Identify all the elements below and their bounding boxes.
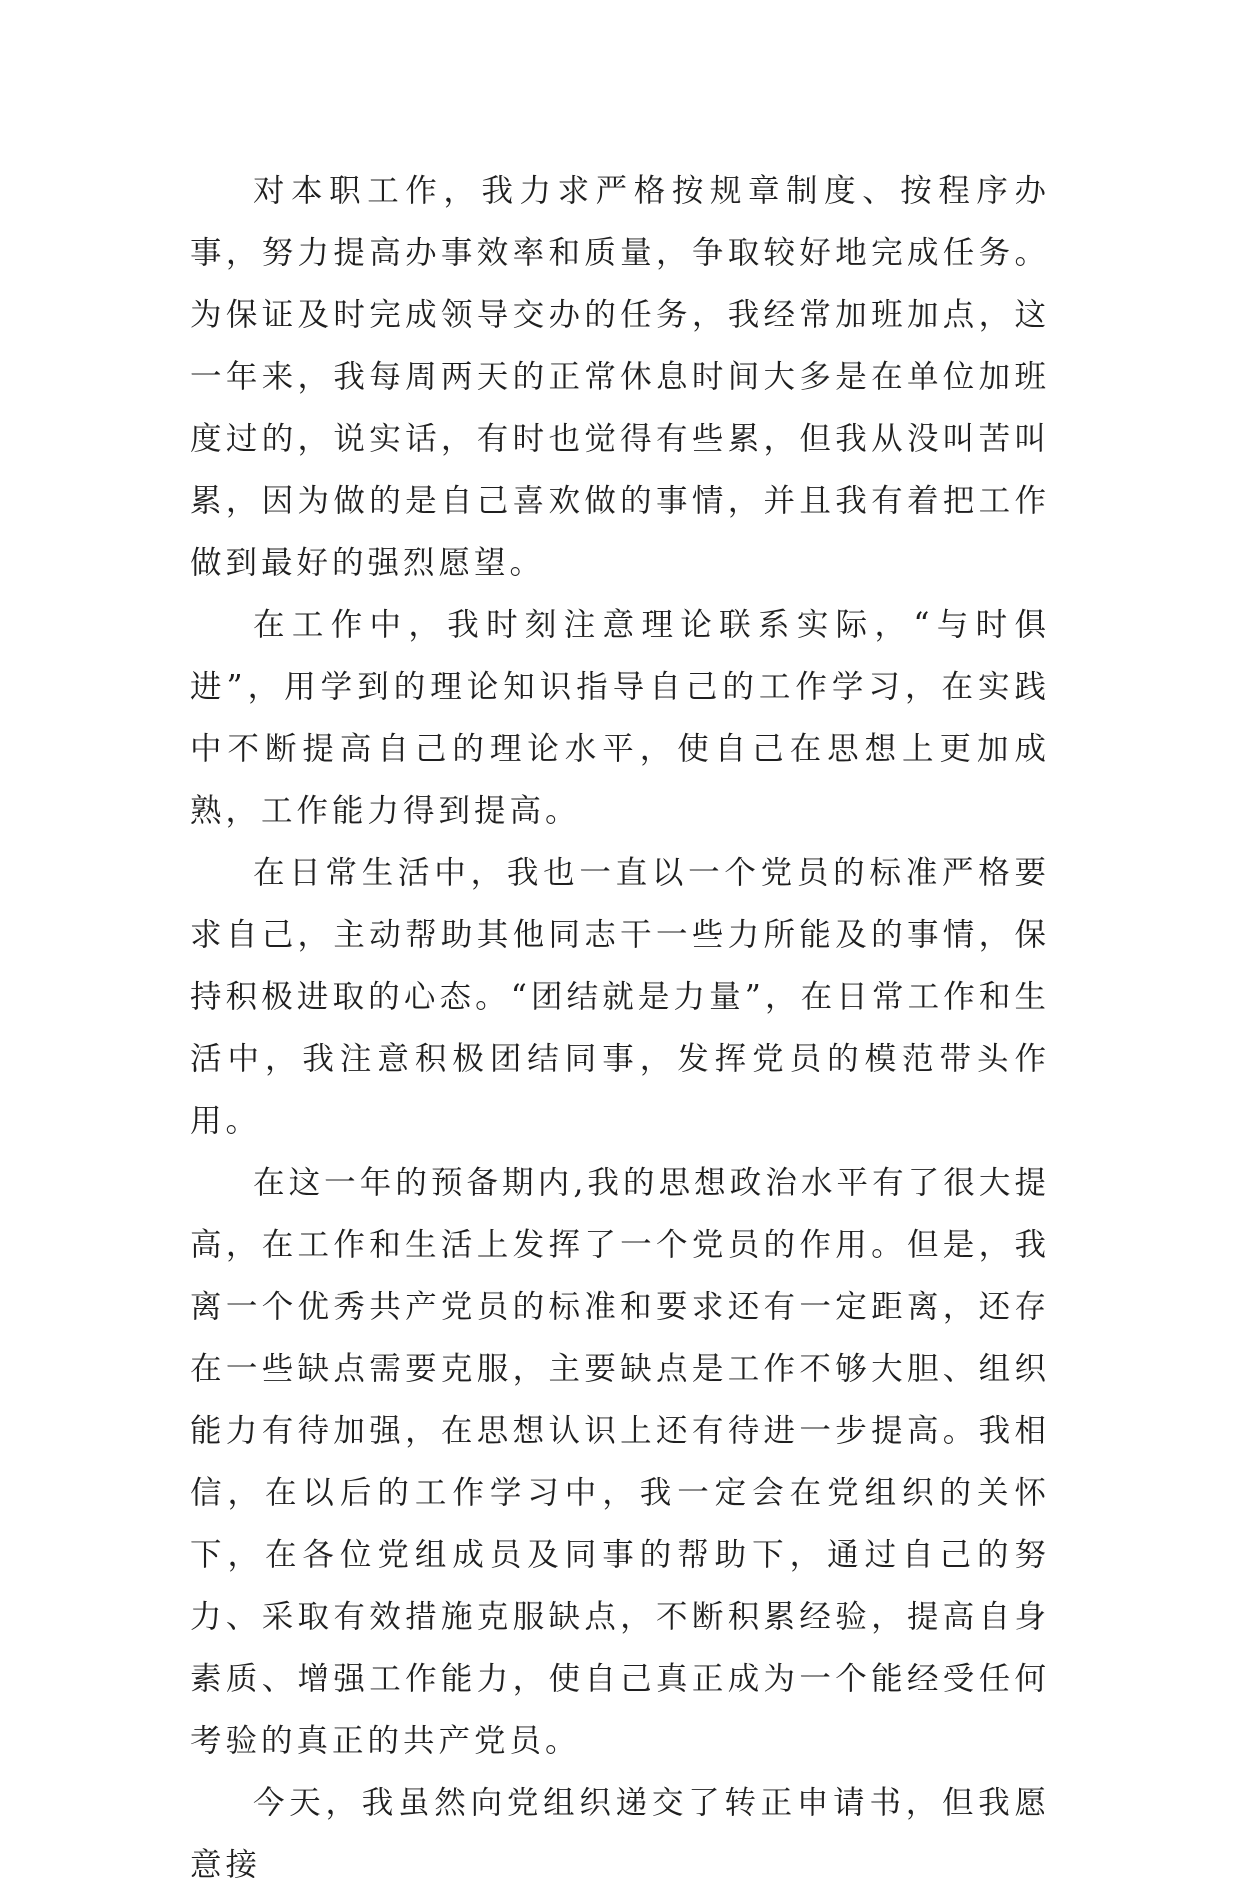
paragraph-daily-life: 在日常生活中，我也一直以一个党员的标准严格要求自己，主动帮助其他同志干一些力所能及的事情，保持积极进取的心态。“团结就是力量”，在日常工作和生活中，我注意积极团结同事，发挥党员的模范带头作用。 xyxy=(190,855,1050,1139)
paragraph-theory-practice: 在工作中，我时刻注意理论联系实际，“与时俱进”，用学到的理论知识指导自己的工作学习，在实践中不断提高自己的理论水平，使自己在思想上更加成熟，工作能力得到提高。 xyxy=(190,607,1050,829)
paragraph-conclusion: 今天，我虽然向党组织递交了转正申请书，但我愿意接 xyxy=(190,1785,1050,1883)
paragraph-probation-summary: 在这一年的预备期内,我的思想政治水平有了很大提高，在工作和生活上发挥了一个党员的作用。但是，我离一个优秀共产党员的标准和要求还有一定距离，还存在一些缺点需要克服，主要缺点是工作不够大胆、组织能力有待加强，在思想认识上还有待进一步提高。我相信，在以后的工作学习中，我一定会在党组织的关怀下，在各位党组成员及同事的帮助下，通过自己的努力、采取有效措施克服缺点，不断积累经验，提高自身素质、增强工作能力，使自己真正成为一个能经受任何考验的真正的共产党员。 xyxy=(190,1165,1050,1759)
document-body xyxy=(190,160,1050,1896)
paragraph-work-attitude: 对本职工作，我力求严格按规章制度、按程序办事，努力提高办事效率和质量，争取较好地完成任务。为保证及时完成领导交办的任务，我经常加班加点，这一年来，我每周两天的正常休息时间大多是在单位加班度过的，说实话，有时也觉得有些累，但我从没叫苦叫累，因为做的是自己喜欢做的事情，并且我有着把工作做到最好的强烈愿望。 xyxy=(190,173,1050,581)
